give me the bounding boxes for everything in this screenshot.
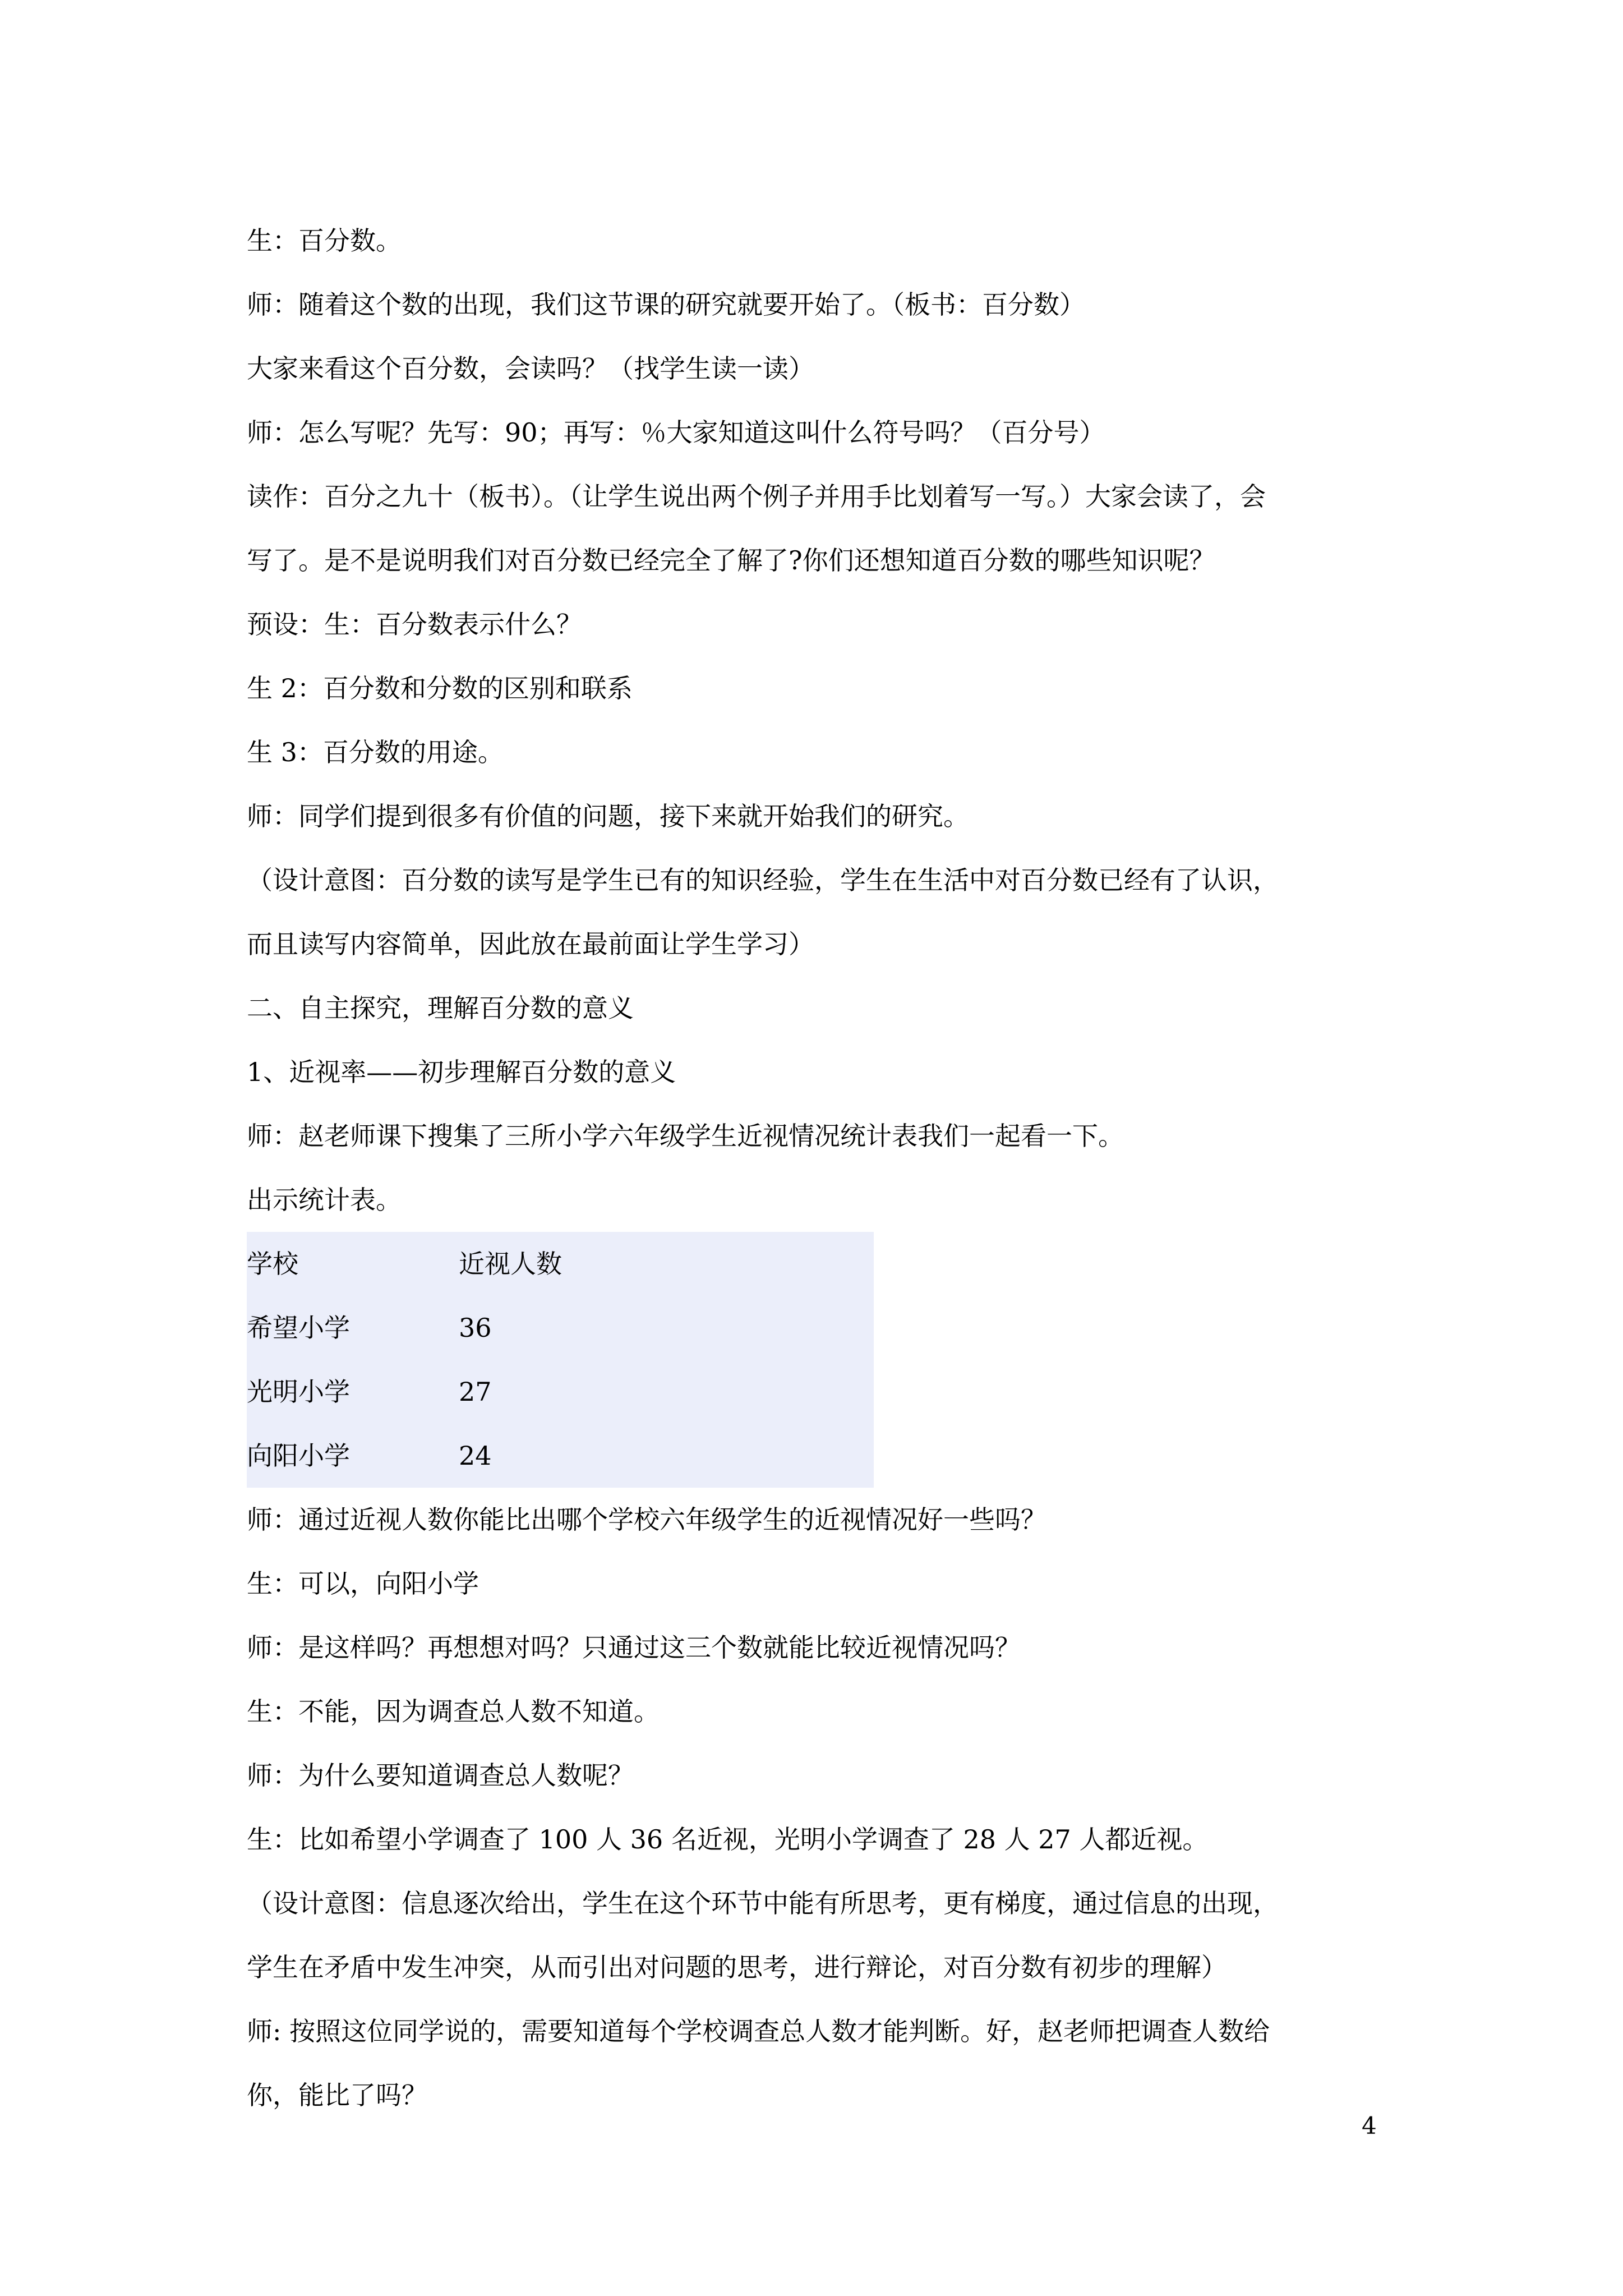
table-cell-count: 36 xyxy=(459,1313,492,1343)
paragraph-line: 师：为什么要知道调查总人数呢？ xyxy=(247,1760,634,1791)
paragraph-line: 生：不能，因为调查总人数不知道。 xyxy=(247,1696,660,1727)
paragraph-line: 师：通过近视人数你能比出哪个学校六年级学生的近视情况好一些吗？ xyxy=(247,1504,1046,1535)
paragraph-line: （设计意图：百分数的读写是学生已有的知识经验，学生在生活中对百分数已经有了认识， xyxy=(247,865,1279,895)
paragraph-line: 生：可以，向阳小学 xyxy=(247,1568,479,1599)
table-row xyxy=(247,1360,874,1424)
paragraph-line: 师：怎么写呢？先写：90；再写：％大家知道这叫什么符号吗？（百分号） xyxy=(247,417,1105,448)
table-cell-count: 27 xyxy=(459,1377,492,1407)
subsection-heading: 1、近视率——初步理解百分数的意义 xyxy=(247,1057,676,1087)
table-cell-school: 希望小学 xyxy=(247,1313,350,1343)
table-cell-school: 光明小学 xyxy=(247,1377,350,1407)
paragraph-line: 生 2：百分数和分数的区别和联系 xyxy=(247,673,633,703)
paragraph-line: 生：百分数。 xyxy=(247,226,402,256)
paragraph-line: 大家来看这个百分数，会读吗？（找学生读一读） xyxy=(247,353,814,384)
table-cell-count: 24 xyxy=(459,1441,492,1471)
paragraph-line: 你，能比了吗？ xyxy=(247,2080,427,2110)
table-cell-school: 向阳小学 xyxy=(247,1441,350,1471)
paragraph-line: 师：赵老师课下搜集了三所小学六年级学生近视情况统计表我们一起看一下。 xyxy=(247,1121,1124,1151)
paragraph-line: 师：随着这个数的出现，我们这节课的研究就要开始了。（板书：百分数） xyxy=(247,289,1085,320)
table-header-school: 学校 xyxy=(247,1249,298,1279)
paragraph-line: 生 3：百分数的用途。 xyxy=(247,737,504,767)
paragraph-line: 师：同学们提到很多有价值的问题，接下来就开始我们的研究。 xyxy=(247,801,969,831)
paragraph-line: 而且读写内容简单，因此放在最前面让学生学习） xyxy=(247,929,814,959)
section-heading: 二、自主探究，理解百分数的意义 xyxy=(247,993,634,1023)
paragraph-line: 师：是这样吗？再想想对吗？只通过这三个数就能比较近视情况吗？ xyxy=(247,1632,1021,1663)
table-header-count: 近视人数 xyxy=(459,1249,562,1279)
paragraph-line: 预设：生：百分数表示什么？ xyxy=(247,609,582,639)
paragraph-line: （设计意图：信息逐次给出，学生在这个环节中能有所思考，更有梯度，通过信息的出现， xyxy=(247,1888,1279,1918)
paragraph-line: 出示统计表。 xyxy=(247,1185,402,1215)
paragraph-line: 学生在矛盾中发生冲突，从而引出对问题的思考，进行辩论，对百分数有初步的理解） xyxy=(247,1952,1227,1982)
paragraph-line: 写了。是不是说明我们对百分数已经完全了解了?你们还想知道百分数的哪些知识呢？ xyxy=(247,545,1215,576)
table-header-row xyxy=(247,1232,874,1296)
page-number: 4 xyxy=(1362,2112,1377,2139)
table-row xyxy=(247,1424,874,1488)
myopia-statistics-table xyxy=(247,1232,874,1488)
paragraph-line: 读作：百分之九十（板书）。（让学生说出两个例子并用手比划着写一写。）大家会读了，会 xyxy=(247,481,1266,512)
page-content xyxy=(247,209,1402,2127)
paragraph-line: 师: 按照这位同学说的，需要知道每个学校调查总人数才能判断。好，赵老师把调查人数给 xyxy=(247,2016,1270,2046)
paragraph-line: 生：比如希望小学调查了 100 人 36 名近视，光明小学调查了 28 人 27 人都近视。 xyxy=(247,1824,1209,1855)
table-row xyxy=(247,1296,874,1360)
